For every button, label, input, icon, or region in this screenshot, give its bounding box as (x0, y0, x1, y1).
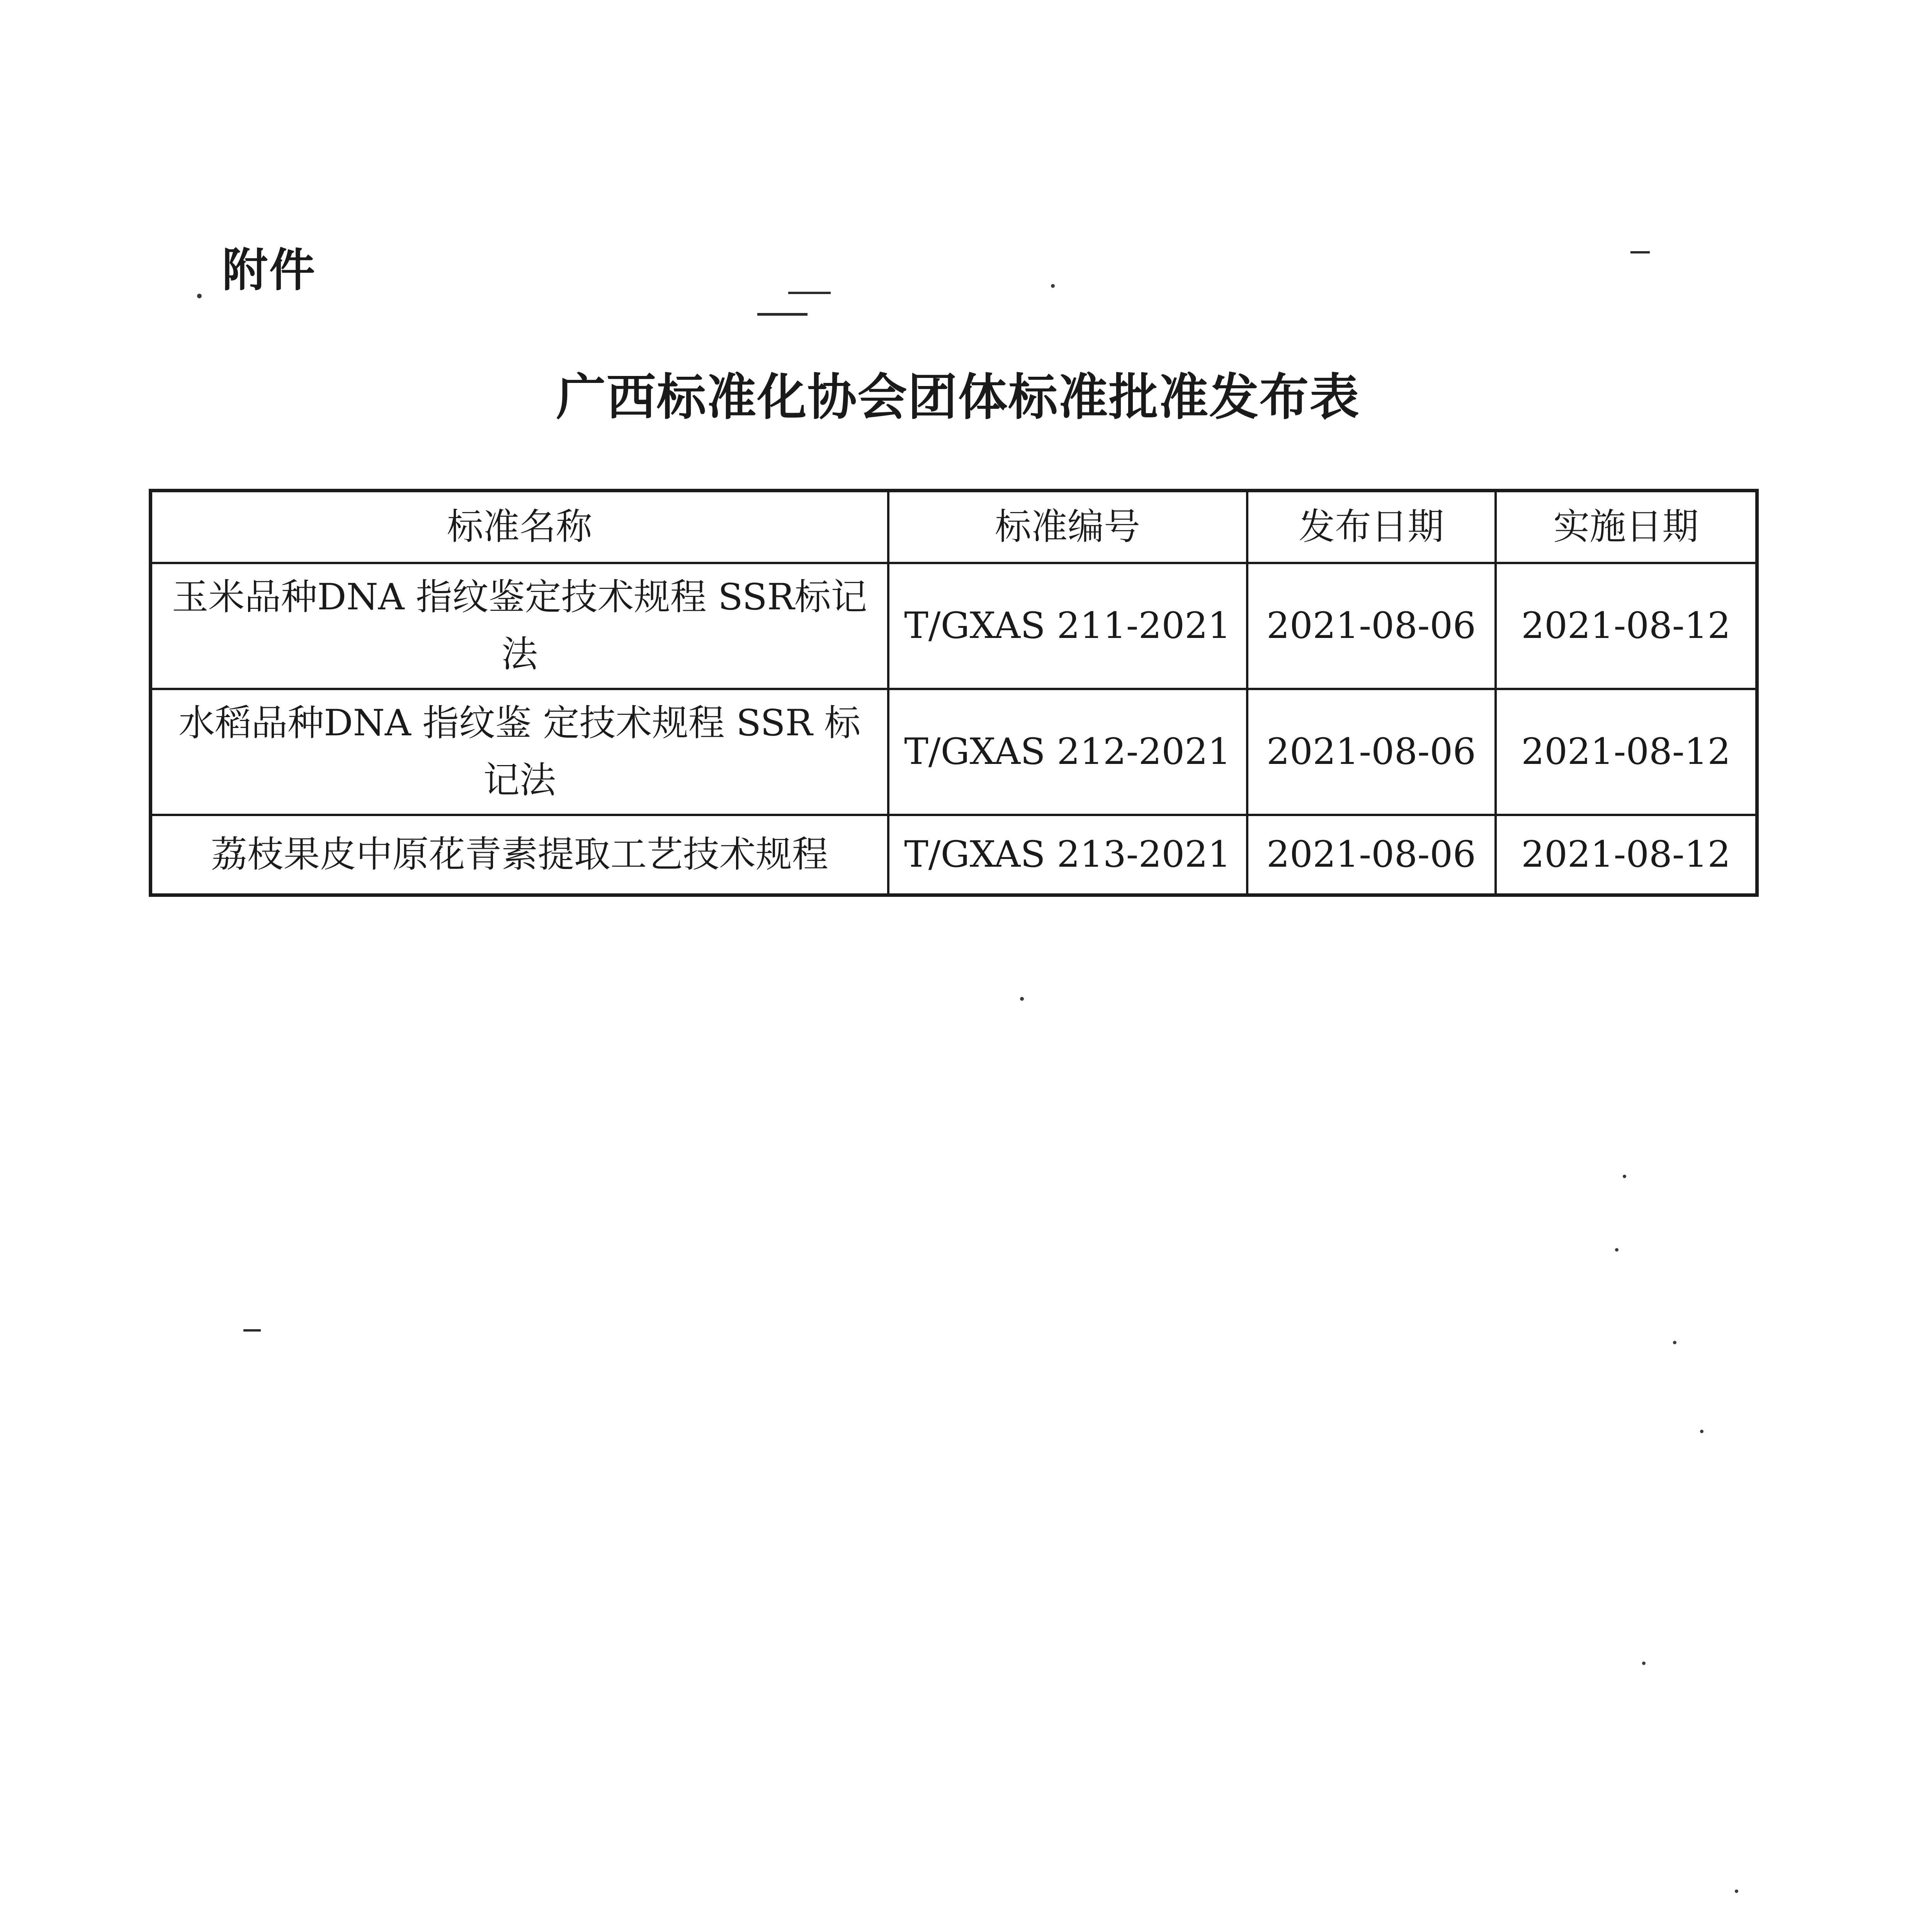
scan-mark (1642, 1662, 1646, 1665)
cell-effective-date: 2021-08-12 (1496, 563, 1757, 689)
scan-mark (1673, 1341, 1676, 1344)
scan-mark (1700, 1430, 1703, 1433)
cell-publish-date: 2021-08-06 (1247, 689, 1496, 815)
header-standard-code: 标准编号 (888, 491, 1247, 563)
standard-name-line: 法 (501, 633, 538, 675)
table-row (151, 815, 1757, 895)
header-standard-name: 标准名称 (151, 491, 888, 563)
scan-mark (788, 292, 831, 294)
standard-name-line: 记法 (483, 759, 556, 801)
cell-standard-name (151, 563, 888, 689)
header-effective-date: 实施日期 (1496, 491, 1757, 563)
scan-mark (1623, 1175, 1626, 1178)
standard-name-line: 玉米品种DNA 指纹鉴定技术规程 SSR标记 (172, 576, 867, 618)
cell-publish-date: 2021-08-06 (1247, 815, 1496, 895)
attachment-label: 附件 (222, 243, 317, 297)
scan-mark (1630, 251, 1650, 253)
table-row (151, 689, 1757, 815)
table-header-row (151, 491, 1757, 563)
scan-mark (1735, 1889, 1738, 1893)
scan-mark (1615, 1248, 1618, 1252)
cell-standard-name (151, 689, 888, 815)
cell-standard-code: T/GXAS 211-2021 (888, 563, 1247, 689)
table-row (151, 563, 1757, 689)
scan-mark (1051, 284, 1055, 288)
scan-mark (243, 1329, 261, 1332)
standard-name-line: 水稻品种DNA 指纹鉴 定技术规程 SSR 标 (179, 702, 861, 744)
cell-standard-name: 荔枝果皮中原花青素提取工艺技术规程 (151, 815, 888, 895)
cell-publish-date: 2021-08-06 (1247, 563, 1496, 689)
cell-standard-code: T/GXAS 212-2021 (888, 689, 1247, 815)
scan-mark (197, 294, 202, 298)
scan-mark (757, 313, 808, 316)
cell-effective-date: 2021-08-12 (1496, 815, 1757, 895)
scan-mark (1020, 997, 1024, 1001)
cell-standard-code: T/GXAS 213-2021 (888, 815, 1247, 895)
header-publish-date: 发布日期 (1247, 491, 1496, 563)
standards-approval-table (149, 489, 1759, 897)
document-title: 广西标准化协会团体标准批准发布表 (556, 369, 1360, 426)
cell-effective-date: 2021-08-12 (1496, 689, 1757, 815)
